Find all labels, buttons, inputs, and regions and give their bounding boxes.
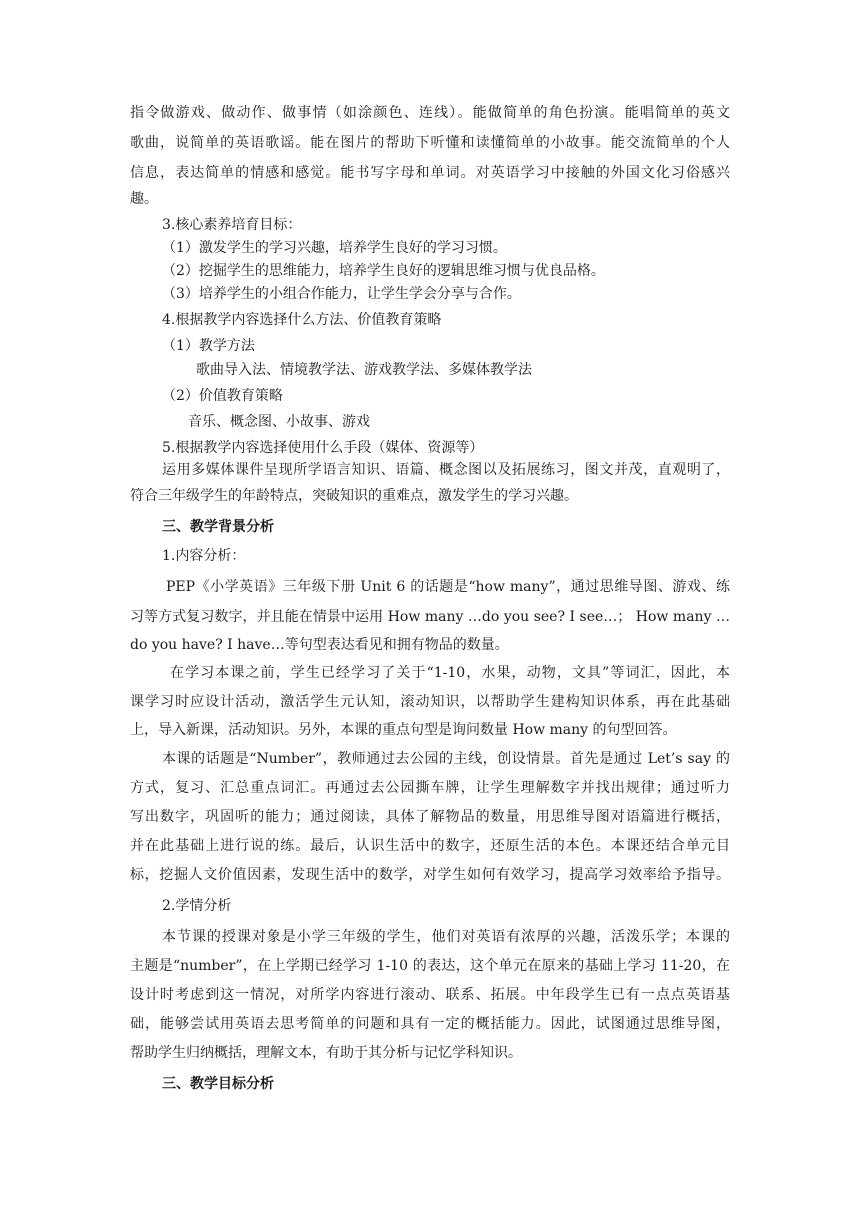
section-heading: 3.核心素养培育目标：: [162, 217, 302, 233]
section-heading: 三、教学目标分析: [162, 1076, 274, 1092]
text-line: 设计时考虑到这一情况，对所学内容进行滚动、联系、拓展。中年段学生已有一点点英语基: [130, 987, 730, 1003]
text-line: 写出数字，巩固听的能力；通过阅读，具体了解物品的数量，用思维导图对语篇进行概括，: [130, 809, 730, 825]
text-line: 方式，复习、汇总重点词汇。再通过去公园撕车牌，让学生理解数字并找出规律；通过听力: [130, 780, 730, 796]
text-line: 习等方式复习数字，并且能在情景中运用 How many …do you see? I see…； How many …: [130, 609, 730, 625]
text-line: 课学习时应设计活动，激活学生元认知，滚动知识，以帮助学生建构知识体系，再在此基础: [130, 694, 730, 710]
list-item: （1）激发学生的学习兴趣，培养学生良好的学习习惯。: [162, 240, 507, 256]
text-line: 并在此基础上进行说的练。最后，认识生活中的数字，还原生活的本色。本课还结合单元目: [130, 838, 730, 854]
text-line: 音乐、概念图、小故事、游戏: [188, 414, 370, 430]
list-item: （2）挖掘学生的思维能力，培养学生良好的逻辑思维习惯与优良品格。: [162, 263, 605, 279]
sub-heading: （1）教学方法: [162, 338, 255, 354]
sub-heading: （2）价值教育策略: [162, 388, 283, 404]
sub-heading: 1.内容分析：: [162, 548, 246, 564]
text-line: 础，能够尝试用英语去思考简单的问题和具有一定的概括能力。因此，试图通过思维导图，: [130, 1016, 730, 1032]
text-line: 运用多媒体课件呈现所学语言知识、语篇、概念图以及拓展练习，图文并茂，直观明了，: [162, 462, 730, 478]
text-line: 歌曲导入法、情境教学法、游戏教学法、多媒体教学法: [196, 362, 532, 378]
text-line: 帮助学生归纳概括，理解文本，有助于其分析与记忆学科知识。: [130, 1045, 522, 1061]
section-heading: 4.根据教学内容选择什么方法、价值教育策略: [162, 312, 442, 328]
text-line: PEP《小学英语》三年级下册 Unit 6 的话题是“how many”，通过思维导图、游戏、练: [166, 579, 730, 595]
text-line: 本课的话题是“Number”，教师通过去公园的主线，创设情景。首先是通过 Let’s say 的: [162, 751, 730, 767]
text-line: 指令做游戏、做动作、做事情（如涂颜色、连线）。能做简单的角色扮演。能唱简单的英文: [130, 105, 730, 121]
text-line: 趣。: [130, 191, 158, 207]
text-line: 歌曲，说简单的英语歌谣。能在图片的帮助下听懂和读懂简单的小故事。能交流简单的个人: [130, 135, 730, 151]
text-line: 标，挖掘人文价值因素，发现生活中的数学，对学生如何有效学习，提高学习效率给予指导。: [130, 867, 730, 883]
list-item: （3）培养学生的小组合作能力，让学生学会分享与合作。: [162, 286, 521, 302]
text-line: do you have? I have…等句型表达看见和拥有物品的数量。: [130, 637, 509, 653]
section-heading: 三、教学背景分析: [162, 519, 274, 535]
text-line: 信息，表达简单的情感和感觉。能书写字母和单词。对英语学习中接触的外国文化习俗感兴: [130, 165, 730, 181]
sub-heading: 2.学情分析: [162, 898, 232, 914]
section-heading: 5.根据教学内容选择使用什么手段（媒体、资源等）: [162, 440, 484, 456]
text-line: 主题是“number”，在上学期已经学习 1-10 的表达，这个单元在原来的基础上学习 11-20，在: [130, 958, 730, 974]
text-line: 在学习本课之前，学生已经学习了关于“1-10，水果，动物，文具”等词汇，因此，本: [170, 665, 730, 681]
text-line: 本节课的授课对象是小学三年级的学生，他们对英语有浓厚的兴趣，活泼乐学；本课的: [162, 929, 730, 945]
text-line: 符合三年级学生的年龄特点，突破知识的重难点，激发学生的学习兴趣。: [130, 488, 578, 504]
text-line: 上，导入新课，活动知识。另外，本课的重点句型是询问数量 How many 的句型回答。: [130, 722, 677, 738]
